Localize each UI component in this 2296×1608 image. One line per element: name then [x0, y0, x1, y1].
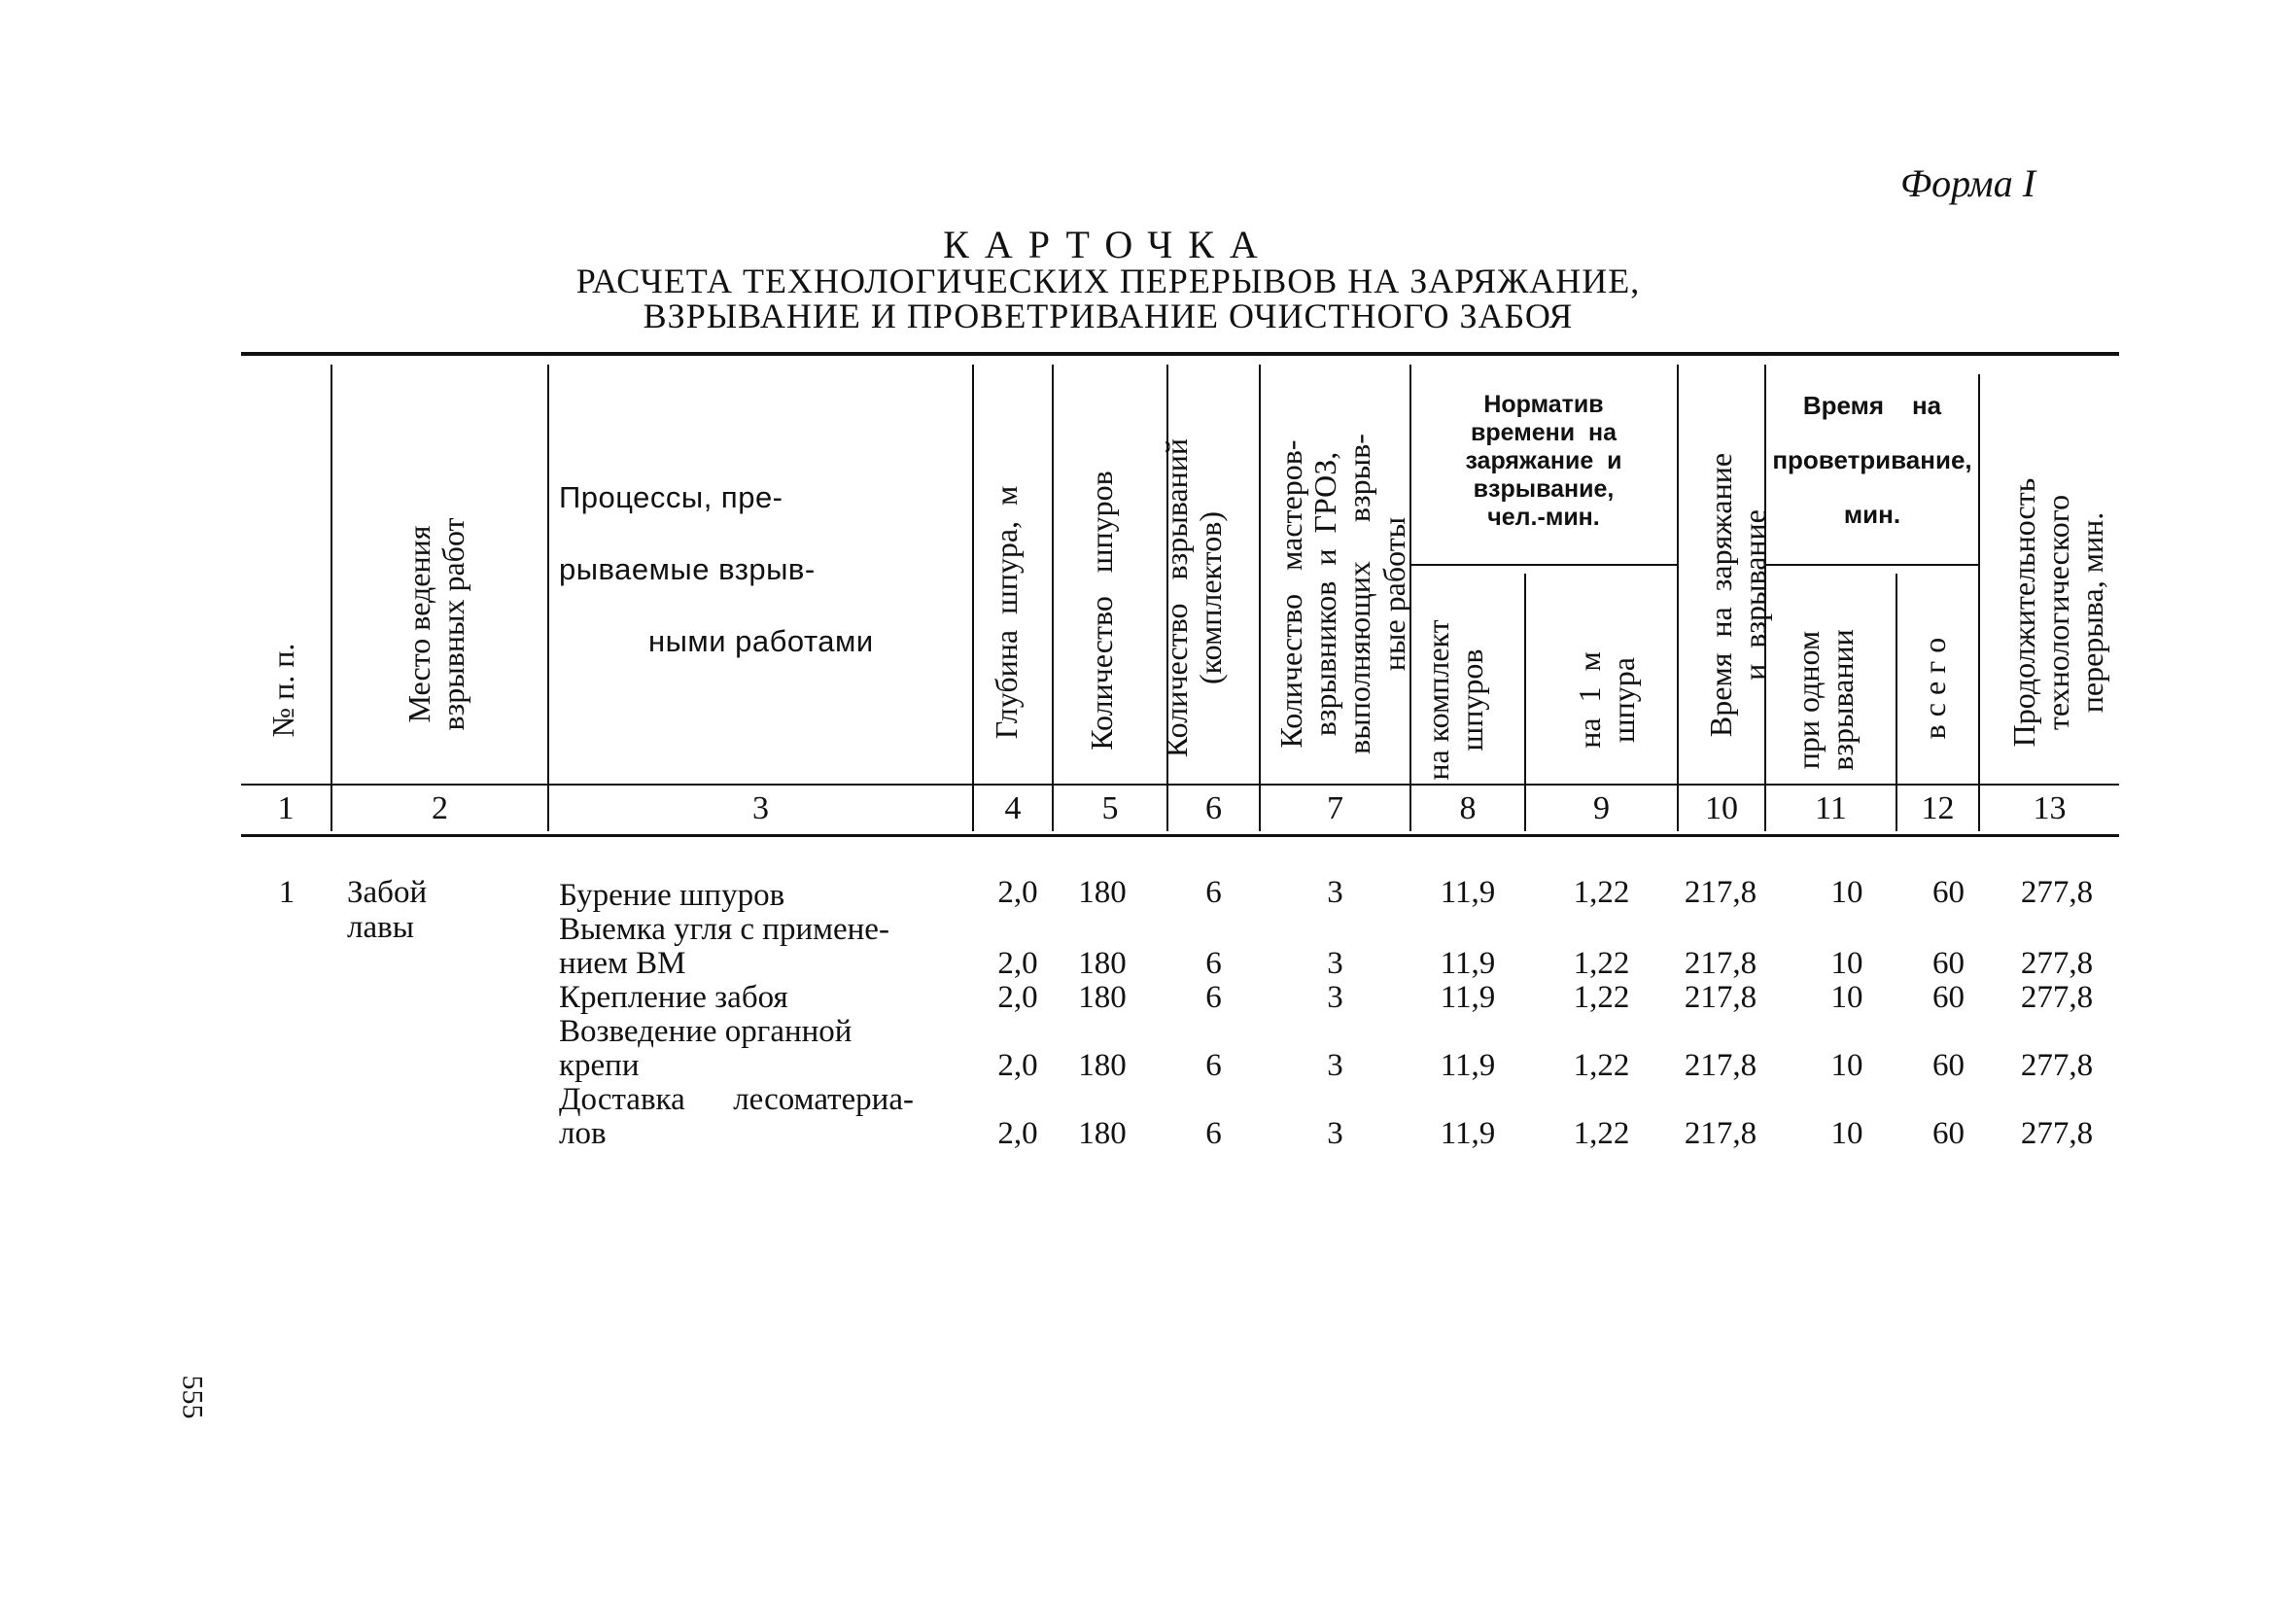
header-col-7: Количество мастеров- взрывников и ГРОЗ, выполняющих взрыв- ные работы — [1273, 434, 1411, 754]
header-col-3-line-3: ными работами — [648, 624, 874, 658]
per-m-cell: 1,22 — [1573, 980, 1630, 1015]
workers-cell: 3 — [1327, 980, 1343, 1015]
process-line: Крепление забоя — [559, 980, 788, 1015]
column-number: 3 — [752, 790, 769, 826]
holes-cell: 180 — [1078, 1048, 1127, 1083]
per-m-cell: 1,22 — [1573, 946, 1630, 981]
vent-total-cell: 60 — [1932, 1116, 1965, 1151]
workers-cell: 3 — [1327, 1116, 1343, 1151]
column-number: 7 — [1327, 790, 1343, 826]
workers-cell: 3 — [1327, 1048, 1343, 1083]
holes-cell: 180 — [1078, 1116, 1127, 1151]
column-number: 2 — [432, 790, 448, 826]
duration-cell: 277,8 — [2020, 1048, 2094, 1083]
vent-total-cell: 60 — [1932, 946, 1965, 981]
vrule-9 — [1677, 365, 1679, 831]
depth-cell: 2,0 — [997, 980, 1038, 1015]
place-line-2: лавы — [347, 910, 414, 945]
per-set-cell: 11,9 — [1440, 1116, 1496, 1151]
column-number: 5 — [1101, 790, 1119, 826]
header-col-13: Продолжительность технологического перерыва, мин. — [2006, 477, 2110, 748]
vent-total-cell: 60 — [1932, 875, 1965, 910]
process-line: крепи — [559, 1048, 640, 1083]
per-set-cell: 11,9 — [1440, 1048, 1496, 1083]
duration-cell: 277,8 — [2020, 875, 2094, 910]
header-col-1: № п. п. — [265, 643, 300, 738]
column-number: 1 — [277, 790, 295, 826]
blasts-cell: 6 — [1205, 946, 1222, 981]
process-line: Доставка лесоматериа- — [559, 1082, 914, 1117]
duration-cell: 277,8 — [2020, 946, 2094, 981]
per-set-cell: 11,9 — [1440, 946, 1496, 981]
holes-cell: 180 — [1078, 946, 1127, 981]
depth-cell: 2,0 — [997, 875, 1038, 910]
charge-time-cell: 217,8 — [1684, 1048, 1757, 1083]
vrule-1 — [330, 365, 332, 831]
blasts-cell: 6 — [1205, 875, 1222, 910]
vent-one-cell: 10 — [1830, 875, 1863, 910]
header-col-2: Место ведения взрывных работ — [401, 517, 471, 731]
vent-one-cell: 10 — [1830, 980, 1863, 1015]
header-col-5: Количество шпуров — [1084, 471, 1119, 751]
column-number: 10 — [1705, 790, 1738, 826]
depth-cell: 2,0 — [997, 946, 1038, 981]
form-label: Форма I — [1900, 161, 2036, 205]
vent-one-cell: 10 — [1830, 1116, 1863, 1151]
holes-cell: 180 — [1078, 875, 1127, 910]
column-number: 12 — [1921, 790, 1955, 826]
process-line: Бурение шпуров — [559, 878, 785, 913]
charge-time-cell: 217,8 — [1684, 875, 1757, 910]
column-number: 6 — [1205, 790, 1222, 826]
group-rule-11-12 — [1764, 564, 1978, 566]
column-number: 13 — [2033, 790, 2067, 826]
header-col-6: Количество взрываний (комплектов) — [1159, 437, 1229, 758]
duration-cell: 277,8 — [2020, 980, 2094, 1015]
per-m-cell: 1,22 — [1573, 1116, 1630, 1151]
vrule-4 — [1052, 365, 1054, 831]
vent-one-cell: 10 — [1830, 946, 1863, 981]
table-colnum-rule — [241, 834, 2119, 837]
blasts-cell: 6 — [1205, 1116, 1222, 1151]
duration-cell: 277,8 — [2020, 1116, 2094, 1151]
header-col-8: на комплект шпуров — [1420, 619, 1490, 781]
workers-cell: 3 — [1327, 946, 1343, 981]
process-line: Возведение органной — [559, 1014, 852, 1049]
process-line: лов — [559, 1116, 607, 1151]
header-group-vent-line-3: мин. — [1843, 500, 1901, 529]
depth-cell: 2,0 — [997, 1048, 1038, 1083]
per-m-cell: 1,22 — [1573, 1048, 1630, 1083]
page-number: 555 — [176, 1375, 209, 1419]
column-number: 9 — [1593, 790, 1610, 826]
holes-cell: 180 — [1078, 980, 1127, 1015]
process-line: нием ВМ — [559, 946, 686, 981]
header-col-10: Время на заряжание и взрывание — [1703, 452, 1773, 738]
column-number: 4 — [1004, 790, 1022, 826]
charge-time-cell: 217,8 — [1684, 946, 1757, 981]
table-top-rule — [241, 352, 2119, 356]
title-line-3: ВЗРЫВАНИЕ И ПРОВЕТРИВАНИЕ ОЧИСТНОГО ЗАБОЯ — [643, 297, 1574, 335]
per-set-cell: 11,9 — [1440, 980, 1496, 1015]
column-number: 11 — [1815, 790, 1847, 826]
per-set-cell: 11,9 — [1440, 875, 1496, 910]
vrule-12 — [1978, 374, 1980, 831]
place-line-1: Забой — [347, 875, 428, 910]
charge-time-cell: 217,8 — [1684, 1116, 1757, 1151]
header-col-3-line-1: Процессы, пре- — [559, 480, 783, 514]
blasts-cell: 6 — [1205, 1048, 1222, 1083]
charge-time-cell: 217,8 — [1684, 980, 1757, 1015]
title-line-1: КАРТОЧКА — [943, 223, 1273, 266]
vent-total-cell: 60 — [1932, 1048, 1965, 1083]
header-col-9: на 1 м шпура — [1572, 651, 1642, 749]
process-line: Выемка угля с примене- — [559, 912, 889, 947]
vrule-6 — [1259, 365, 1261, 831]
blasts-cell: 6 — [1205, 980, 1222, 1015]
per-m-cell: 1,22 — [1573, 875, 1630, 910]
header-group-vent-line-1: Время на — [1802, 391, 1942, 420]
header-col-4: Глубина шпура, м — [989, 485, 1024, 740]
title-line-2: РАСЧЕТА ТЕХНОЛОГИЧЕСКИХ ПЕРЕРЫВОВ НА ЗАРЯЖАНИЕ, — [575, 262, 1641, 300]
workers-cell: 3 — [1327, 875, 1343, 910]
group-rule-8-9 — [1409, 564, 1677, 566]
column-number: 8 — [1459, 790, 1477, 826]
header-col-3-line-2: рываемые взрыв- — [559, 552, 816, 586]
row-number: 1 — [278, 875, 296, 910]
vrule-3 — [972, 365, 974, 831]
header-group-vent-line-2: проветривание, — [1772, 445, 1972, 474]
header-col-12: в с е г о — [1917, 637, 1952, 740]
vent-one-cell: 10 — [1830, 1048, 1863, 1083]
header-group-norm: Норматив времени на заряжание и взрывание, чел.-мин. — [1465, 391, 1622, 531]
vent-total-cell: 60 — [1932, 980, 1965, 1015]
depth-cell: 2,0 — [997, 1116, 1038, 1151]
vrule-2 — [547, 365, 549, 831]
header-col-11: при одном взрывании — [1791, 629, 1861, 771]
